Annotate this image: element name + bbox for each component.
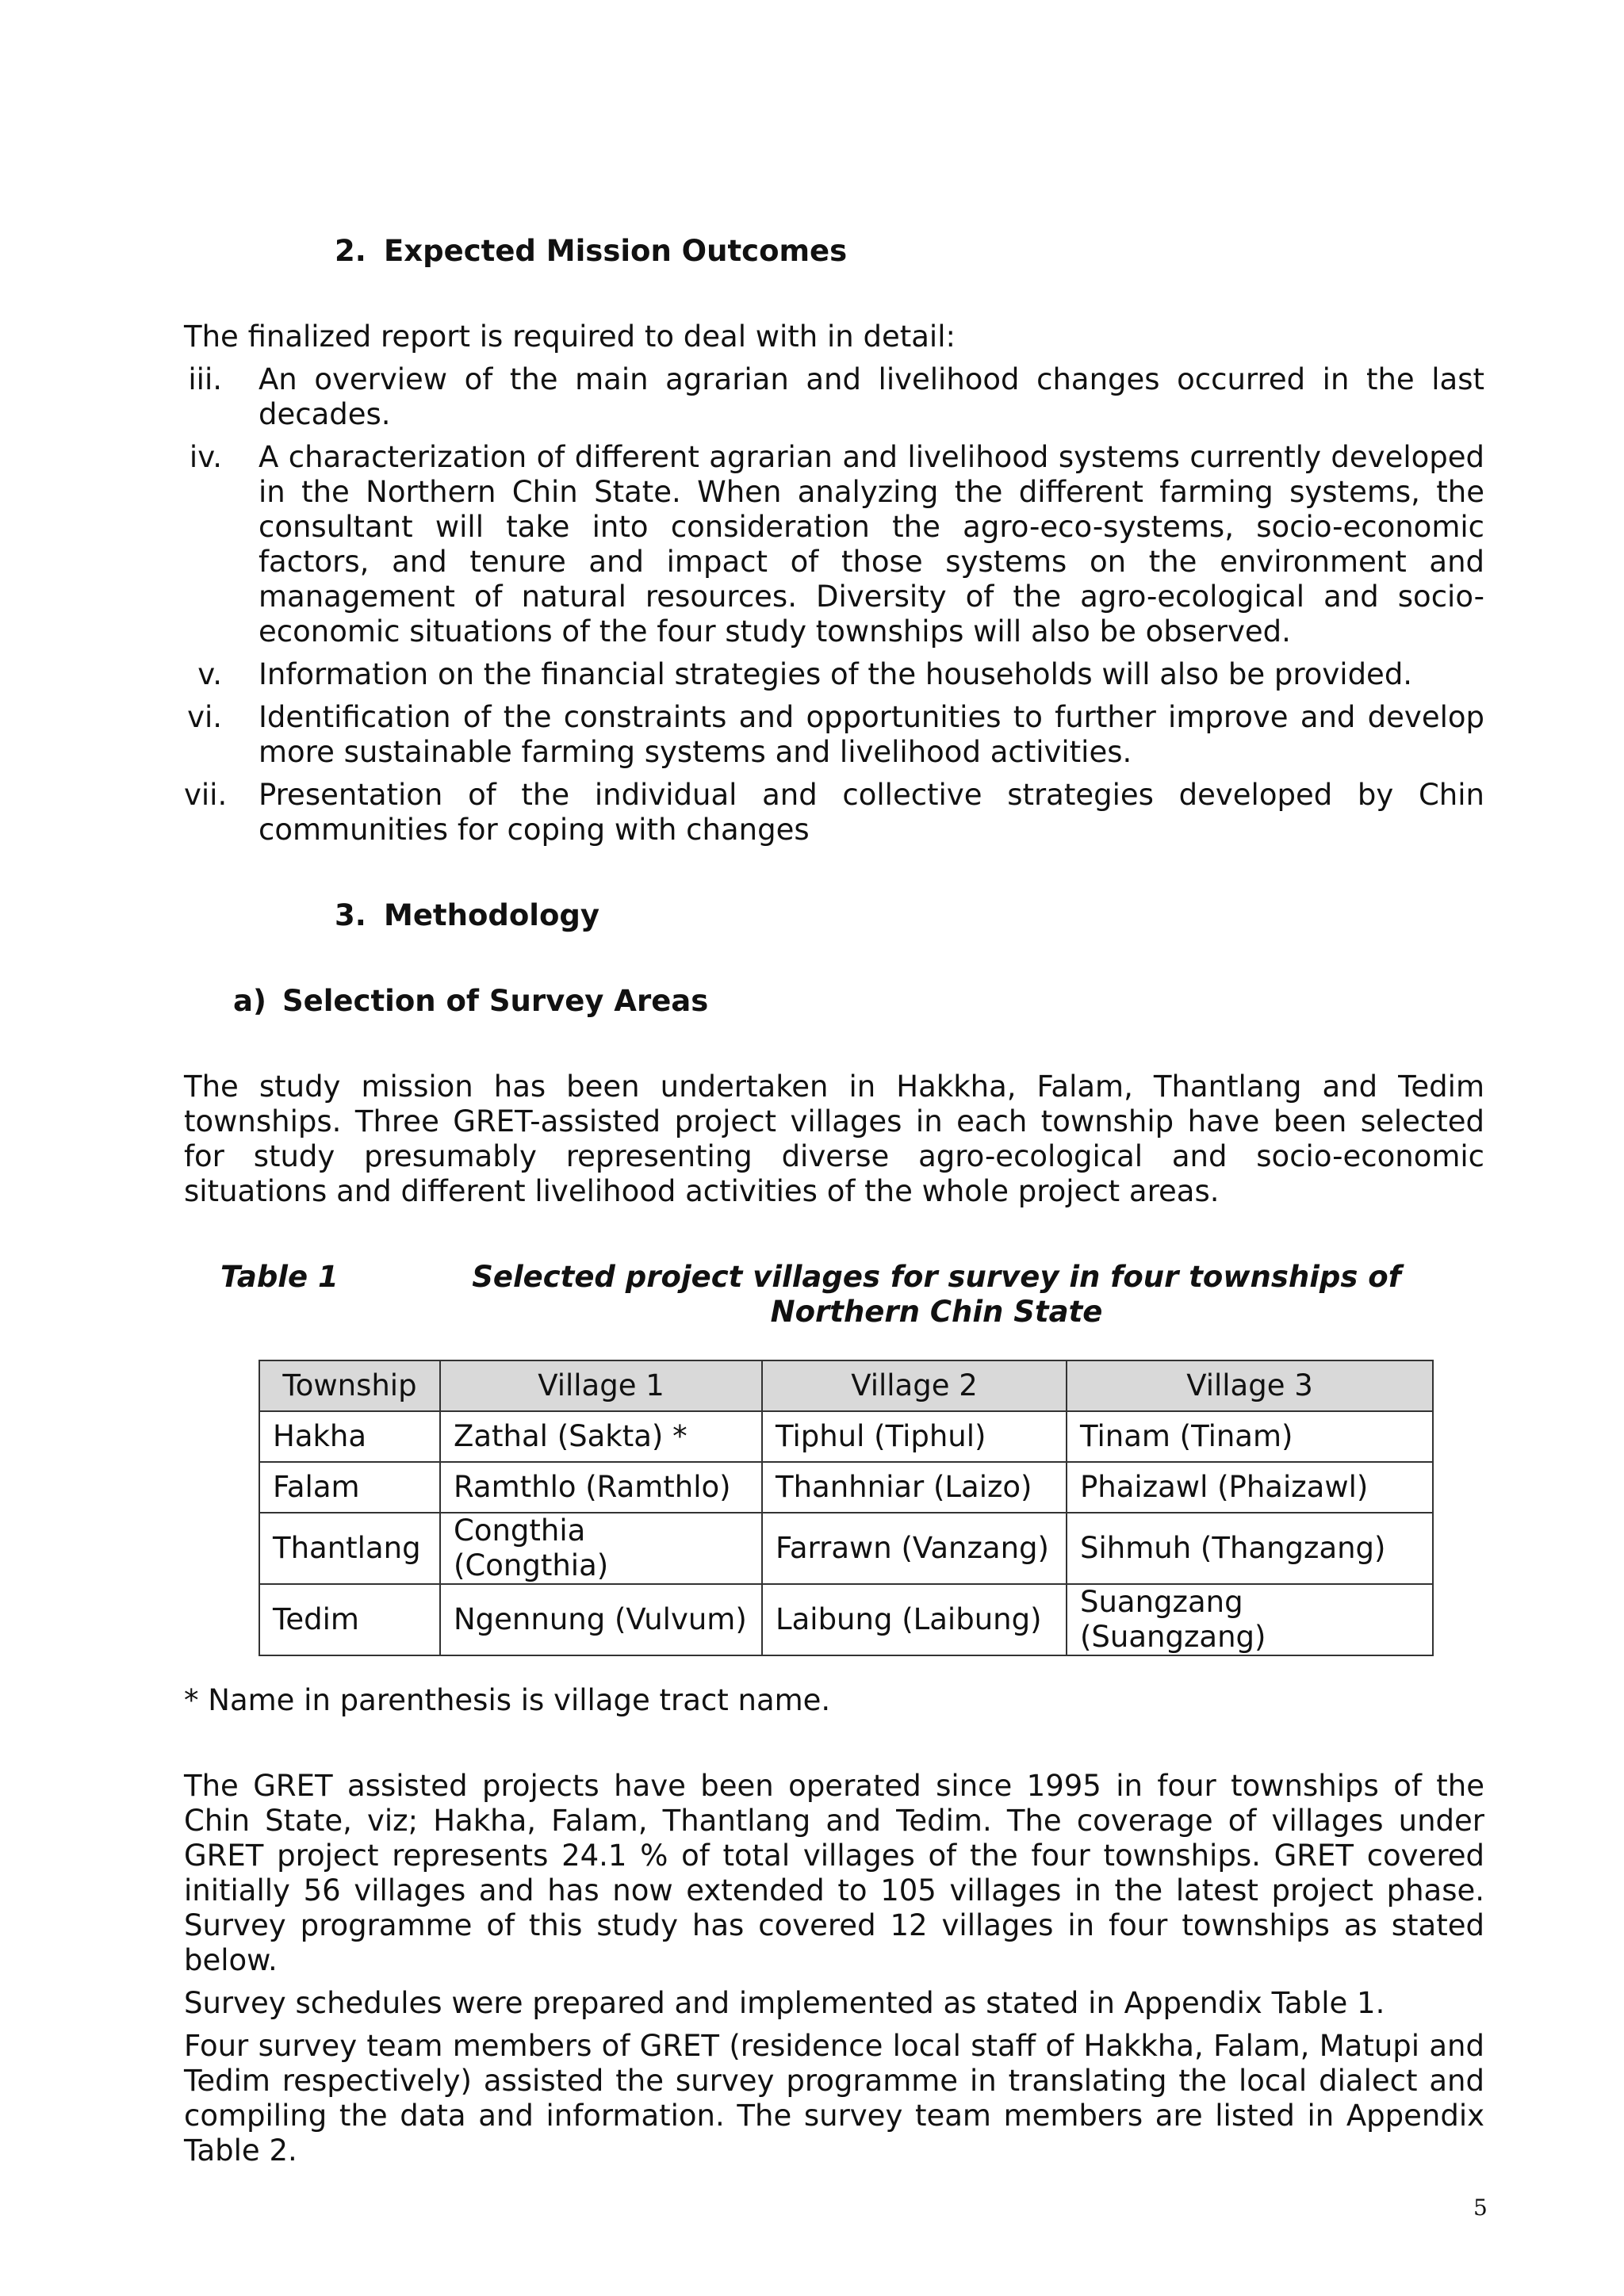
list-item: [184, 778, 1484, 848]
gret-projects-paragraph: The GRET assisted projects have been operated since 1995 in four townships of the Chin State, viz; Hakha, Falam, Thantlang and Tedim. The coverage of villages under GRET project represents 24.1 % of total villages of the four townships. GRET covered initially 56 villages and has now extended to 105 villages in the latest project phase. Survey programme of this study has covered 12 villages in four townships as stated below.: [184, 1769, 1484, 1977]
table-footnote: * Name in parenthesis is village tract name.: [184, 1683, 831, 1717]
section-title: Methodology: [384, 898, 599, 932]
table-cell: Congthia (Congthia): [440, 1513, 762, 1584]
list-item-text: Presentation of the individual and collective strategies developed by Chin communities for coping with changes: [259, 778, 1484, 847]
table-label: Table 1: [220, 1260, 339, 1294]
survey-team-paragraph: Four survey team members of GRET (residence local staff of Hakkha, Falam, Matupi and Tedim respectively) assisted the survey programme in translating the local dialect and compiling the data and information. The survey team members are listed in Appendix Table 2.: [184, 2029, 1484, 2168]
table-cell: Sihmuh (Thangzang): [1067, 1513, 1433, 1584]
list-item-text: An overview of the main agrarian and livelihood changes occurred in the last decades.: [259, 362, 1484, 431]
section-number: 3.: [335, 898, 366, 932]
list-marker: iv.: [189, 440, 222, 474]
subsection-title: Selection of Survey Areas: [282, 984, 709, 1018]
table-cell: Ngennung (Vulvum): [440, 1584, 762, 1655]
list-marker: vii.: [184, 778, 228, 812]
list-item-text: A characterization of different agrarian and livelihood systems currently developed in the Northern Chin State. When analyzing the different farming systems, the consultant will take into consideration the agro-eco-systems, socio-economic factors, and tenure and impact of those systems on the environment and management of natural resources. Diversity of the agro-ecological and socio-economic situations of the four study townships will also be observed.: [259, 440, 1484, 649]
table-cell: Thantlang: [259, 1513, 440, 1584]
page-content: [184, 234, 1484, 2168]
list-item: [184, 440, 1484, 649]
list-marker: iii.: [188, 362, 222, 396]
list-item-text: Information on the financial strategies of the households will also be provided.: [259, 657, 1413, 691]
table-title: Selected project villages for survey in four townships of Northern Chin State: [472, 1260, 1401, 1329]
table-cell: Hakha: [259, 1411, 440, 1462]
table-cell: Thanhniar (Laizo): [762, 1462, 1067, 1513]
survey-areas-paragraph: The study mission has been undertaken in Hakkha, Falam, Thantlang and Tedim townships. Three GRET-assisted project villages in each township have been selected for study presumably representing diverse agro-ecological and socio-economic situations and different livelihood activities of the whole project areas.: [184, 1070, 1484, 1208]
table-cell: Laibung (Laibung): [762, 1584, 1067, 1655]
table-row: [259, 1584, 1433, 1655]
table-caption: [184, 1260, 1484, 1330]
table-cell: Zathal (Sakta) *: [440, 1411, 762, 1462]
list-item: [184, 657, 1484, 692]
table-cell: Tinam (Tinam): [1067, 1411, 1433, 1462]
outcomes-list: [184, 362, 1484, 848]
table-cell: Tedim: [259, 1584, 440, 1655]
column-header: Village 2: [762, 1360, 1067, 1411]
table-row: [259, 1462, 1433, 1513]
subsection-heading-survey-areas: [233, 984, 1484, 1019]
villages-table: [259, 1360, 1434, 1656]
table-cell: Tiphul (Tiphul): [762, 1411, 1067, 1462]
table-cell: Ramthlo (Ramthlo): [440, 1462, 762, 1513]
table-cell: Farrawn (Vanzang): [762, 1513, 1067, 1584]
table-row: [259, 1513, 1433, 1584]
list-marker: vi.: [187, 700, 222, 734]
list-marker: v.: [197, 657, 222, 691]
table-row: [259, 1411, 1433, 1462]
survey-schedules-paragraph: Survey schedules were prepared and implemented as stated in Appendix Table 1.: [184, 1986, 1385, 2020]
list-item: [184, 700, 1484, 770]
section-title: Expected Mission Outcomes: [384, 234, 848, 268]
section-heading-methodology: [335, 898, 1484, 933]
outcomes-intro: The finalized report is required to deal with in detail:: [184, 320, 956, 354]
column-header: Township: [259, 1360, 440, 1411]
table-header-row: [259, 1360, 1433, 1411]
subsection-marker: a): [233, 984, 266, 1018]
section-number: 2.: [335, 234, 366, 268]
column-header: Village 1: [440, 1360, 762, 1411]
column-header: Village 3: [1067, 1360, 1433, 1411]
table-cell: Suangzang (Suangzang): [1067, 1584, 1433, 1655]
list-item: [184, 362, 1484, 432]
page-number: 5: [1473, 2195, 1488, 2221]
table-cell: Phaizawl (Phaizawl): [1067, 1462, 1433, 1513]
section-heading-expected-outcomes: [335, 234, 1484, 269]
table-cell: Falam: [259, 1462, 440, 1513]
list-item-text: Identification of the constraints and opportunities to further improve and develop more sustainable farming systems and livelihood activities.: [259, 700, 1484, 769]
